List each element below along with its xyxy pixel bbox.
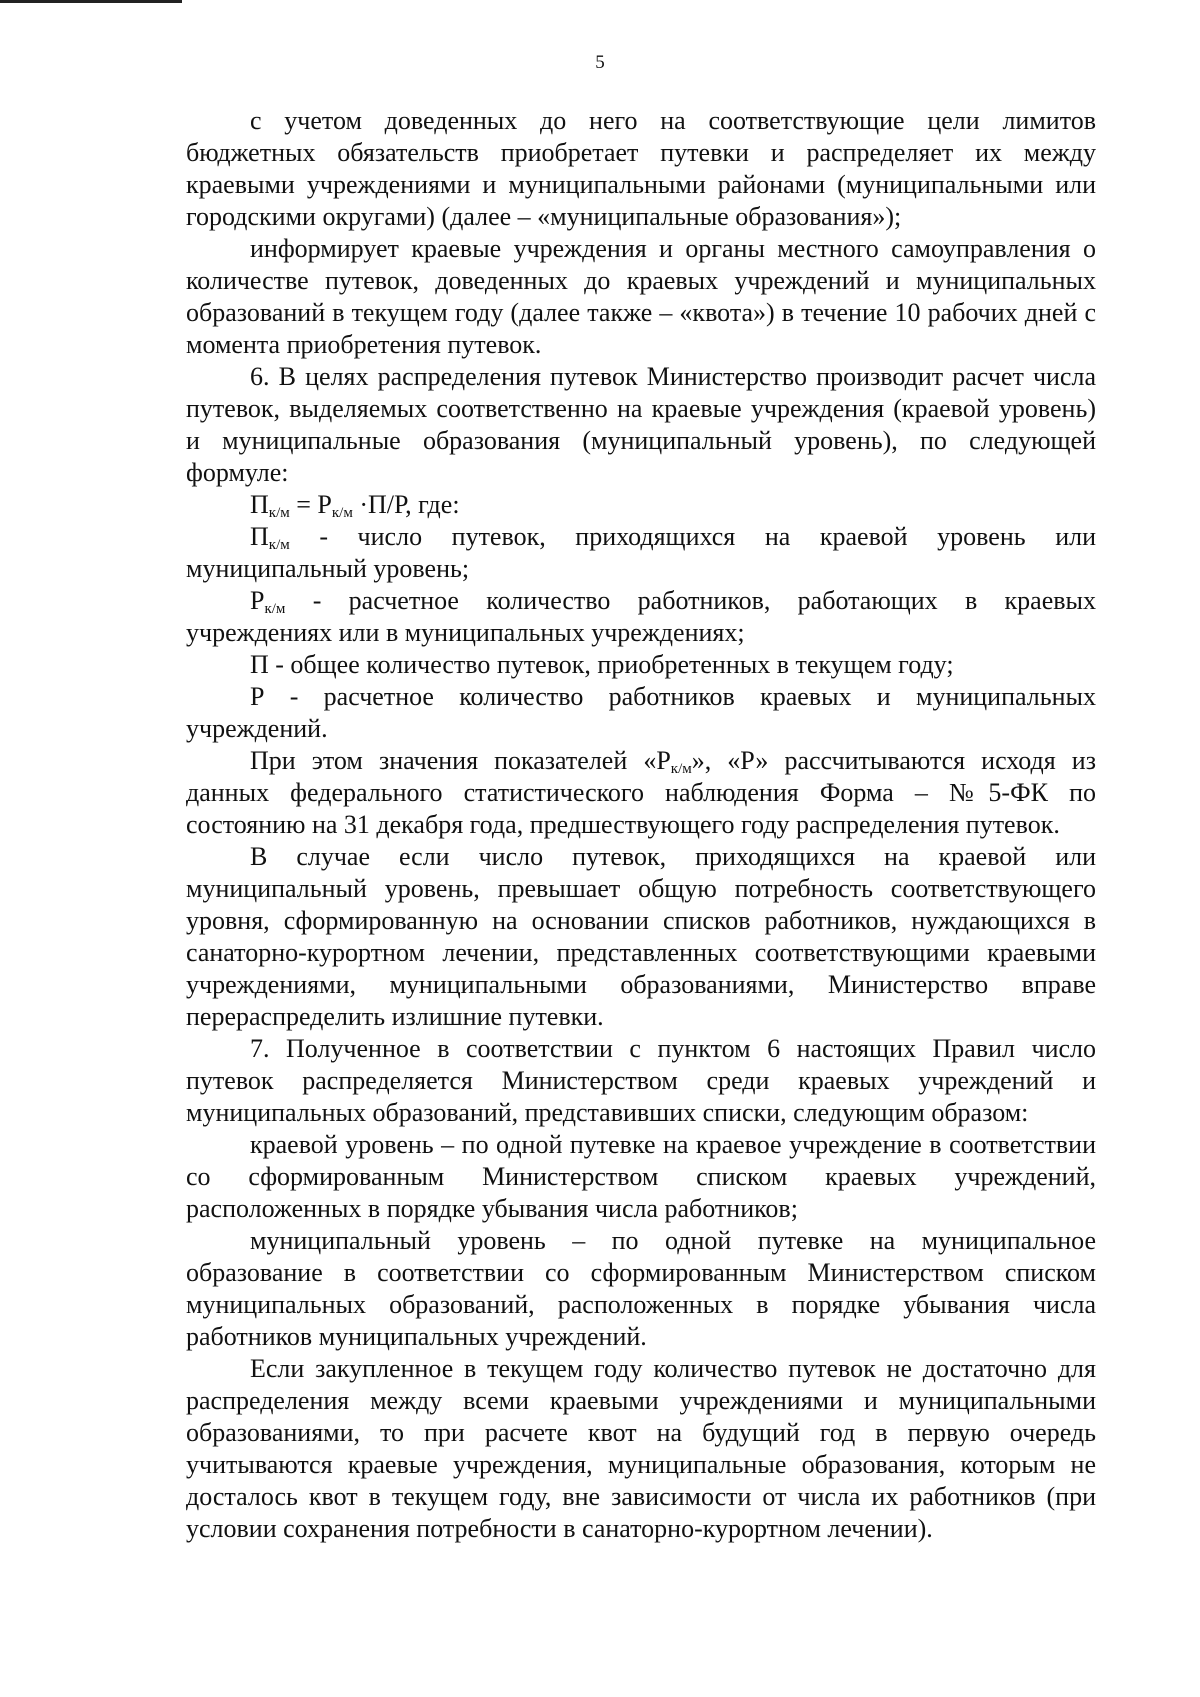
paragraph-6: краевой уровень – по одной путевке на краевое учреждение в соответствии со сформированным Министерством списком краевых учреждений, расположенных в порядке убывания числа работников; — [186, 1130, 1096, 1223]
paragraph-7: муниципальный уровень – по одной путевке на муниципальное образование в соответствии со сформированным Министерством списком муниципальных образований, расположенных в порядке убывания числа работников муниципальных учреждений. — [186, 1226, 1096, 1351]
definition-1-sub: к/м — [268, 537, 290, 553]
indicators-before: При этом значения показателей «Р — [250, 746, 671, 775]
paragraph-5: 7. Полученное в соответствии с пунктом 6 настоящих Правил число путевок распределяется Министерством среди краевых учреждений и муниципальных образований, представивших списки, следующим образом: — [186, 1034, 1096, 1127]
formula — [186, 489, 1096, 521]
paragraph-4: В случае если число путевок, приходящихся на краевой или муниципальный уровень, превышает общую потребность соответствующего уровня, сформированную на основании списков работников, нуждающихся в санаторно-курортном лечении, представленных соответствующими краевыми учреждениями, муниципальными образованиями, Министерство вправе перераспределить излишние путевки. — [186, 842, 1096, 1031]
page-number: 5 — [595, 52, 605, 73]
formula-rhs-sub: к/м — [331, 505, 353, 521]
formula-lhs: П — [250, 490, 269, 519]
definition-2-symbol: Р — [250, 586, 265, 615]
paragraph-8: Если закупленное в текущем году количество путевок не достаточно для распределения между всеми краевыми учреждениями и муниципальными образованиями, то при расчете квот на будущий год в первую очередь учитываются краевые учреждения, муниципальные образования, которым не досталось квот в текущем году, вне зависимости от числа их работников (при условии сохранения потребности в санаторно-курортном лечении). — [186, 1354, 1096, 1543]
formula-rest: ·П/Р, где: — [352, 490, 460, 519]
definition-2-text: - расчетное количество работников, работающих в краевых учреждениях или в муниципальных учреждениях; — [186, 586, 1096, 647]
formula-eq: = Р — [289, 490, 332, 519]
document-body — [186, 105, 1096, 1545]
indicators-paragraph — [186, 745, 1096, 841]
definition-2 — [186, 585, 1096, 649]
paragraph-3: 6. В целях распределения путевок Министерство производит расчет числа путевок, выделяемых соответственно на краевые учреждения (краевой уровень) и муниципальные образования (муниципальный уровень), по следующей формуле: — [186, 362, 1096, 487]
paragraph-2: информирует краевые учреждения и органы местного самоуправления о количестве путевок, доведенных до краевых учреждений и муниципальных образований в текущем году (далее также – «квота») в течение 10 рабочих дней с момента приобретения путевок. — [186, 234, 1096, 359]
definition-3: П - общее количество путевок, приобретенных в текущем году; — [250, 650, 954, 679]
definition-1-text: - число путевок, приходящихся на краевой уровень или муниципальный уровень; — [186, 522, 1096, 583]
scan-edge-mark — [0, 0, 182, 3]
paragraph-1: с учетом доведенных до него на соответствующие цели лимитов бюджетных обязательств приобретает путевки и распределяет их между краевыми учреждениями и муниципальными районами (муниципальными или городскими округами) (далее – «муниципальные образования»); — [186, 106, 1096, 231]
definition-2-sub: к/м — [264, 601, 286, 617]
indicators-after: », «Р» рассчитываются исходя из данных федерального статистического наблюдения Форма – №5-ФК по состоянию на 31 декабря года, предшествующего году распределения путевок. — [186, 746, 1096, 839]
formula-lhs-sub: к/м — [268, 505, 290, 521]
definition-4: Р - расчетное количество работников краевых и муниципальных учреждений. — [186, 682, 1096, 743]
definition-1 — [186, 521, 1096, 585]
indicators-sub: к/м — [670, 761, 692, 777]
definition-1-symbol: П — [250, 522, 269, 551]
